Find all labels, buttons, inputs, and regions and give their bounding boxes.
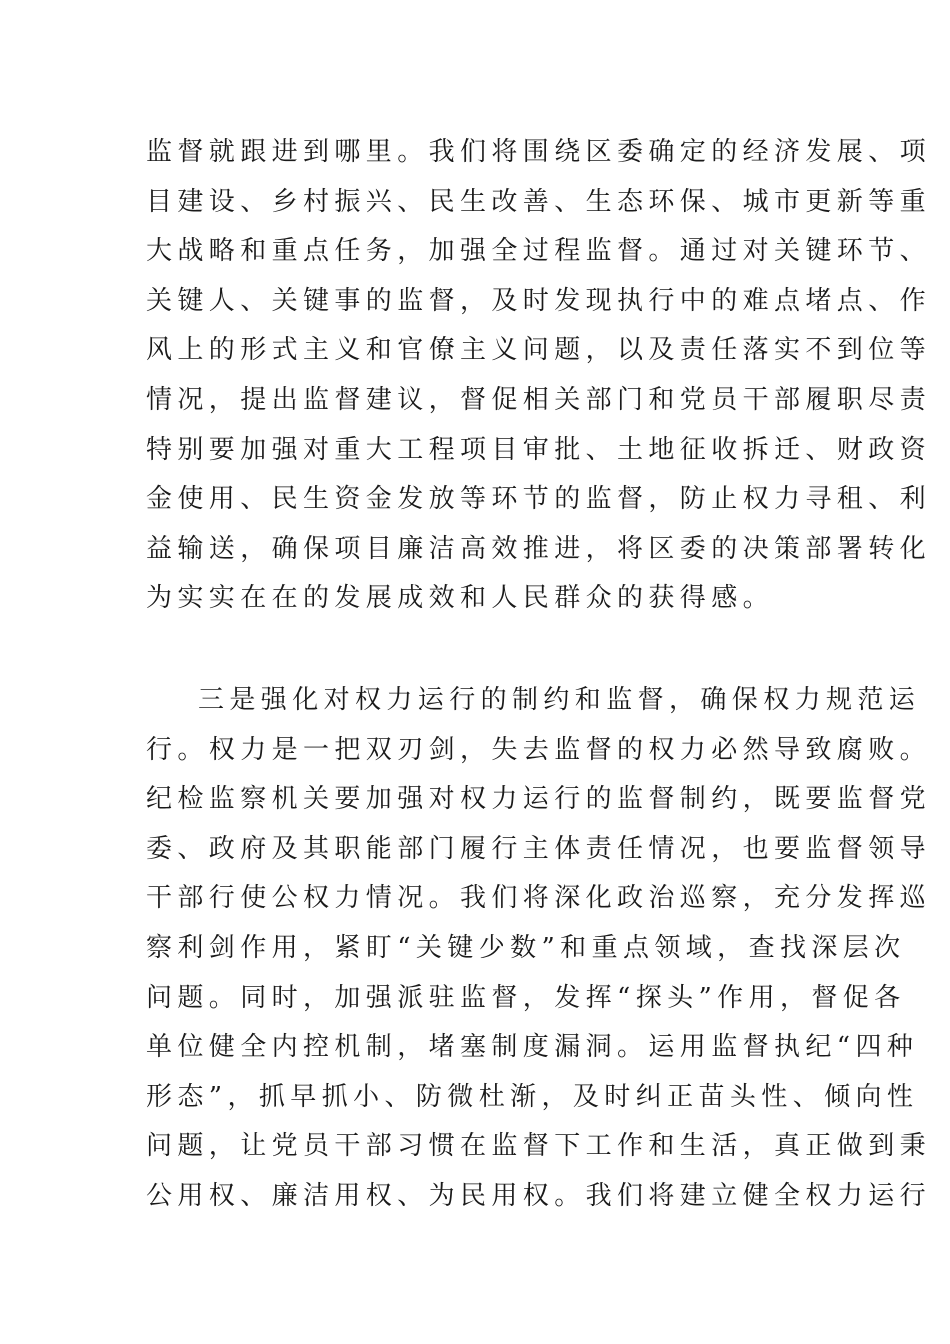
text-line: 大战略和重点任务，加强全过程监督。通过对关键环节、 [146, 236, 932, 267]
text-line: 关键人、关键事的监督，及时发现执行中的难点堵点、作 [146, 285, 932, 316]
text-line: 问题，让党员干部习惯在监督下工作和生活，真正做到秉 [146, 1131, 932, 1162]
text-line: 干部行使公权力情况。我们将深化政治巡察，充分发挥巡 [146, 883, 932, 914]
text-line: 目建设、乡村振兴、民生改善、生态环保、城市更新等重 [146, 186, 932, 217]
text-line: 察利剑作用，紧盯“关键少数”和重点领域，查找深层次 [146, 932, 906, 963]
text-line: 情况，提出监督建议，督促相关部门和党员干部履职尽责 [146, 384, 932, 415]
text-line: 公用权、廉洁用权、为民用权。我们将建立健全权力运行 [146, 1180, 932, 1211]
text-line: 纪检监察机关要加强对权力运行的监督制约，既要监督党 [146, 784, 932, 815]
paragraph-power-supervision [146, 676, 932, 1222]
text-line: 形态”，抓早抓小、防微杜渐，及时纠正苗头性、倾向性 [146, 1081, 919, 1112]
text-line: 行。权力是一把双刃剑，失去监督的权力必然导致腐败。 [146, 734, 932, 765]
text-line: 委、政府及其职能部门履行主体责任情况，也要监督领导 [146, 833, 932, 864]
paragraph-continuation [146, 128, 932, 624]
text-line: 为实实在在的发展成效和人民群众的获得感。 [146, 583, 775, 614]
text-line: 益输送，确保项目廉洁高效推进，将区委的决策部署转化 [146, 533, 932, 564]
text-line-indented: 三是强化对权力运行的制约和监督，确保权力规范运 [198, 685, 921, 715]
text-line: 问题。同时，加强派驻监督，发挥“探头”作用，督促各 [146, 982, 906, 1013]
text-line: 监督就跟进到哪里。我们将围绕区委确定的经济发展、项 [146, 137, 932, 167]
text-line: 风上的形式主义和官僚主义问题，以及责任落实不到位等 [146, 335, 932, 366]
text-line: 特别要加强对重大工程项目审批、土地征收拆迁、财政资 [146, 434, 932, 465]
text-line: 单位健全内控机制，堵塞制度漏洞。运用监督执纪“四种 [146, 1032, 919, 1063]
text-line: 金使用、民生资金发放等环节的监督，防止权力寻租、利 [146, 484, 932, 515]
